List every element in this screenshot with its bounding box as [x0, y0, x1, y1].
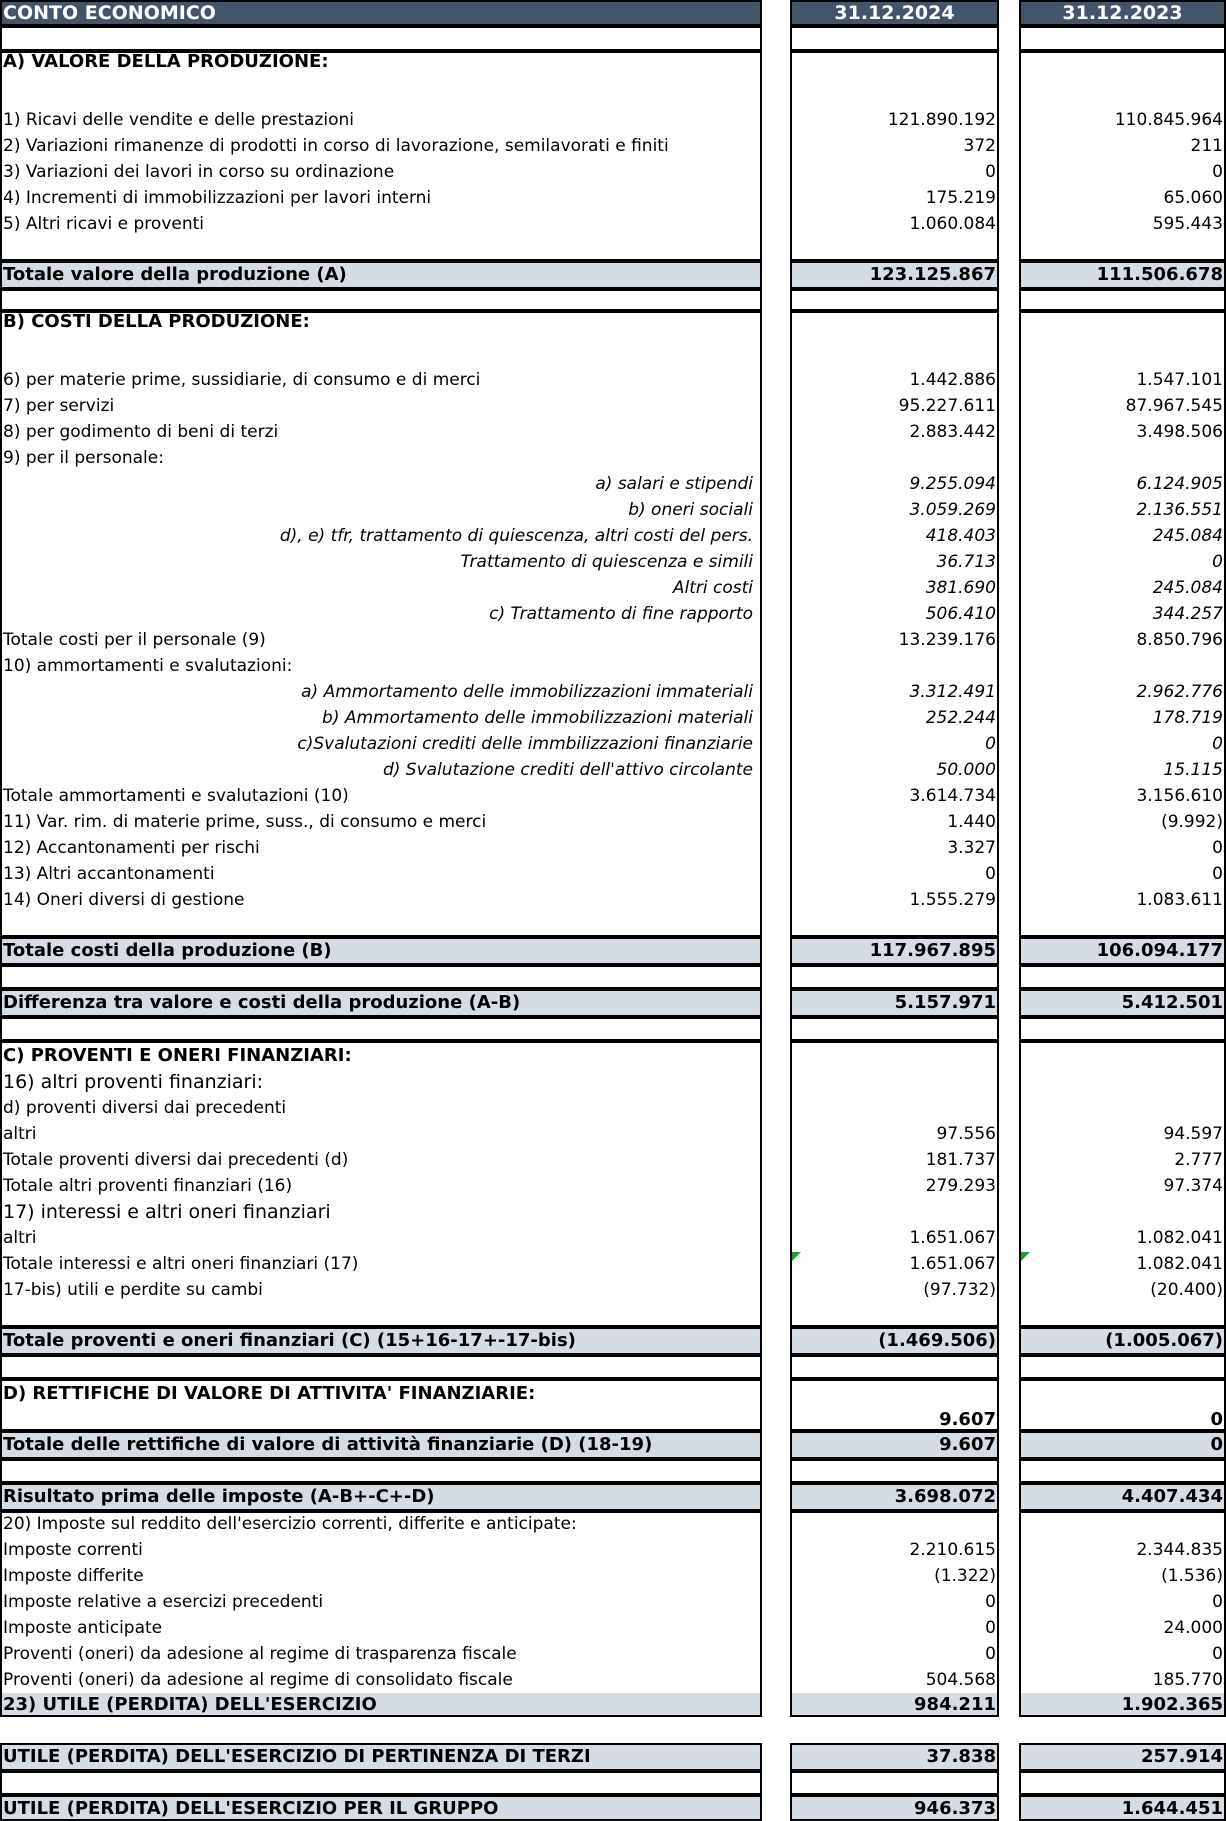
value-2024: 121.890.192	[887, 110, 996, 130]
row-divider	[1019, 1509, 1226, 1511]
cell-border	[790, 1355, 999, 1379]
value-2023: 0	[1212, 162, 1223, 182]
cell-border	[790, 1459, 999, 1483]
year-2024-column	[790, 0, 999, 1821]
cell-border	[1019, 1743, 1226, 1771]
row-label: 17-bis) utili e perdite su cambi	[3, 1280, 263, 1300]
value-2023: 24.000	[1163, 1618, 1223, 1638]
value-2023: 0	[1210, 1409, 1223, 1430]
value-2024: 50.000	[936, 760, 996, 780]
total-value-2024: 946.373	[790, 1797, 999, 1821]
row-label: Imposte relative a esercizi precedenti	[3, 1592, 324, 1612]
cell-border	[790, 937, 999, 965]
cell-border	[0, 1379, 762, 1431]
value-2024: 504.568	[925, 1670, 996, 1690]
cell-border	[790, 26, 999, 51]
cell-border	[1019, 1459, 1226, 1483]
value-2023: 1.082.041	[1136, 1228, 1223, 1248]
row-label: 14) Oneri diversi di gestione	[3, 890, 245, 910]
total-value-2023: (1.005.067)	[1019, 1329, 1226, 1353]
cell-border	[790, 1431, 999, 1459]
row-label: B) COSTI DELLA PRODUZIONE:	[3, 311, 310, 332]
value-2024: 0	[985, 864, 996, 884]
value-2023: 15.115	[1163, 760, 1223, 780]
value-2024: 0	[985, 1618, 996, 1638]
cell-border	[0, 1327, 762, 1355]
cell-border	[790, 1327, 999, 1355]
cell-border	[1019, 989, 1226, 1017]
cell-indicator-icon	[1021, 1252, 1030, 1261]
value-2023: 1.082.041	[1136, 1254, 1223, 1274]
value-2023: (20.400)	[1150, 1280, 1223, 1300]
cell-indicator-icon	[792, 1252, 801, 1261]
cell-border	[0, 989, 762, 1017]
row-label: 1) Ricavi delle vendite e delle prestazioni	[3, 110, 355, 130]
value-2024: 9.607	[939, 1409, 996, 1430]
cell-border	[1019, 1379, 1226, 1431]
value-2023: 0	[1212, 838, 1223, 858]
value-2023: 2.136.551	[1136, 500, 1223, 520]
value-2023: 344.257	[1152, 604, 1223, 624]
cell-border	[1019, 289, 1226, 311]
cell-border	[1019, 1327, 1226, 1355]
total-value-2023: 1.644.451	[1019, 1797, 1226, 1821]
value-2023: 97.374	[1163, 1176, 1223, 1196]
cell-border	[1019, 1355, 1226, 1379]
row-label: 7) per servizi	[3, 396, 115, 416]
row-label: Imposte correnti	[3, 1540, 143, 1560]
value-2023: 3.156.610	[1136, 786, 1223, 806]
row-label: 2) Variazioni rimanenze di prodotti in corso di lavorazione, semilavorati e finiti	[3, 136, 669, 156]
value-2023: 65.060	[1163, 188, 1223, 208]
row-label: 13) Altri accantonamenti	[3, 864, 215, 884]
value-2024: 3.059.269	[909, 500, 996, 520]
row-label: d), e) tfr, trattamento di quiescenza, altri costi del pers.	[279, 526, 753, 546]
year-header-2024: 31.12.2024	[790, 0, 999, 26]
value-2023: 595.443	[1152, 214, 1223, 234]
row-label: 17) interessi e altri oneri finanziari	[3, 1201, 331, 1223]
value-2024: 252.244	[925, 708, 996, 728]
row-label: 10) ammortamenti e svalutazioni:	[3, 656, 293, 676]
value-2023: 0	[1212, 734, 1223, 754]
value-2023: 94.597	[1163, 1124, 1223, 1144]
value-2024: 1.651.067	[909, 1254, 996, 1274]
row-label: C) PROVENTI E ONERI FINANZIARI:	[3, 1045, 352, 1066]
cell-border	[1019, 937, 1226, 965]
cell-border	[0, 51, 762, 261]
value-2023: 245.084	[1152, 578, 1223, 598]
row-label: 16) altri proventi finanziari:	[3, 1071, 264, 1093]
cell-border	[0, 1511, 762, 1717]
value-2024: 506.410	[925, 604, 996, 624]
year-header-2023: 31.12.2023	[1019, 0, 1226, 26]
total-value-2024: (1.469.506)	[790, 1329, 999, 1353]
cell-border	[1019, 1511, 1226, 1717]
value-2024: 279.293	[925, 1176, 996, 1196]
cell-border	[1019, 261, 1226, 289]
row-label: altri	[3, 1228, 37, 1248]
value-2024: 1.060.084	[909, 214, 996, 234]
value-2024: (97.732)	[923, 1280, 996, 1300]
total-row-label: Totale costi della produzione (B)	[0, 939, 762, 963]
total-value-2023: 257.914	[1019, 1745, 1226, 1769]
value-2023: 1.547.101	[1136, 370, 1223, 390]
row-label: d) Svalutazione crediti dell'attivo circolante	[382, 760, 753, 780]
value-2024: 3.614.734	[909, 786, 996, 806]
total-value-2023: 1.902.365	[1019, 1693, 1226, 1717]
total-value-2024: 3.698.072	[790, 1485, 999, 1509]
cell-border	[0, 937, 762, 965]
row-label: a) Ammortamento delle immobilizzazioni immateriali	[301, 682, 753, 702]
total-value-2023: 0	[1019, 1433, 1226, 1457]
cell-border	[790, 1795, 999, 1821]
cell-border	[1019, 1483, 1226, 1511]
row-label: Totale proventi diversi dai precedenti (d)	[3, 1150, 349, 1170]
total-value-2023: 111.506.678	[1019, 263, 1226, 287]
value-2023: 0	[1212, 1592, 1223, 1612]
cell-border	[790, 1379, 999, 1431]
value-2024: 95.227.611	[898, 396, 996, 416]
row-label: Totale ammortamenti e svalutazioni (10)	[3, 786, 349, 806]
value-2024: 418.403	[925, 526, 996, 546]
row-label: 12) Accantonamenti per rischi	[3, 838, 260, 858]
total-row-label: UTILE (PERDITA) DELL'ESERCIZIO PER IL GRUPPO	[0, 1797, 762, 1821]
value-2024: 1.651.067	[909, 1228, 996, 1248]
row-label: Totale altri proventi finanziari (16)	[3, 1176, 293, 1196]
value-2024: 97.556	[936, 1124, 996, 1144]
value-2024: 13.239.176	[898, 630, 996, 650]
value-2023: 185.770	[1152, 1670, 1223, 1690]
row-label: c)Svalutazioni crediti delle immbilizzazioni finanziarie	[297, 734, 753, 754]
cell-border	[790, 989, 999, 1017]
row-label: 8) per godimento di beni di terzi	[3, 422, 279, 442]
value-2023: 2.344.835	[1136, 1540, 1223, 1560]
cell-border	[0, 1483, 762, 1511]
value-2023: 0	[1212, 1644, 1223, 1664]
value-2024: 381.690	[925, 578, 996, 598]
value-2023: 1.083.611	[1136, 890, 1223, 910]
cell-border	[0, 1795, 762, 1821]
row-label: 20) Imposte sul reddito dell'esercizio correnti, differite e anticipate:	[3, 1514, 577, 1534]
cell-border	[0, 1017, 762, 1041]
value-2024: 2.883.442	[909, 422, 996, 442]
value-2024: (1.322)	[934, 1566, 996, 1586]
row-divider	[0, 1509, 762, 1511]
row-label: b) Ammortamento delle immobilizzazioni materiali	[322, 708, 753, 728]
cell-border	[790, 261, 999, 289]
row-label: 3) Variazioni dei lavori in corso su ordinazione	[3, 162, 395, 182]
value-2023: 178.719	[1152, 708, 1223, 728]
row-label: Totale costi per il personale (9)	[3, 630, 266, 650]
cell-border	[0, 1431, 762, 1459]
total-value-2024: 9.607	[790, 1433, 999, 1457]
row-label: Proventi (oneri) da adesione al regime di consolidato fiscale	[3, 1670, 513, 1690]
value-2023: 2.777	[1174, 1150, 1223, 1170]
total-row-label: Totale delle rettifiche di valore di attività finanziarie (D) (18-19)	[0, 1433, 762, 1457]
cell-border	[1019, 1017, 1226, 1041]
row-label: Imposte differite	[3, 1566, 144, 1586]
cell-border	[790, 289, 999, 311]
cell-border	[0, 1743, 762, 1771]
value-2024: 36.713	[936, 552, 996, 572]
cell-border	[0, 261, 762, 289]
row-label: Trattamento di quiescenza e simili	[460, 552, 753, 572]
cell-border	[790, 1041, 999, 1327]
value-2023: 8.850.796	[1136, 630, 1223, 650]
row-label: altri	[3, 1124, 37, 1144]
value-2024: 372	[963, 136, 996, 156]
cell-border	[790, 1511, 999, 1717]
cell-border	[0, 1459, 762, 1483]
cell-border	[790, 1743, 999, 1771]
total-row-label: Differenza tra valore e costi della produzione (A-B)	[0, 991, 762, 1015]
value-2023: 2.962.776	[1136, 682, 1223, 702]
row-label: Proventi (oneri) da adesione al regime di trasparenza fiscale	[3, 1644, 517, 1664]
cell-border	[790, 0, 999, 26]
total-value-2023: 5.412.501	[1019, 991, 1226, 1015]
total-row-label: Totale proventi e oneri finanziari (C) (15+16-17+-17-bis)	[0, 1329, 762, 1353]
row-label: D) RETTIFICHE DI VALORE DI ATTIVITA' FINANZIARIE:	[3, 1383, 536, 1404]
value-2024: 1.555.279	[909, 890, 996, 910]
cell-border	[0, 965, 762, 989]
cell-border	[1019, 1795, 1226, 1821]
total-value-2024: 123.125.867	[790, 263, 999, 287]
value-2023: 245.084	[1152, 526, 1223, 546]
value-2024: 0	[985, 1592, 996, 1612]
value-2023: 0	[1212, 552, 1223, 572]
cell-border	[1019, 51, 1226, 261]
sheet-title: CONTO ECONOMICO	[0, 0, 762, 26]
value-2024: 9.255.094	[909, 474, 996, 494]
cell-border	[0, 1771, 762, 1795]
total-row-label: Risultato prima delle imposte (A-B+-C+-D)	[0, 1485, 762, 1509]
value-2024: 1.440	[947, 812, 996, 832]
cell-border	[790, 51, 999, 261]
value-2023: 110.845.964	[1114, 110, 1223, 130]
row-label: 11) Var. rim. di materie prime, suss., di consumo e merci	[3, 812, 487, 832]
cell-border	[1019, 1041, 1226, 1327]
cell-border	[1019, 1431, 1226, 1459]
cell-border	[0, 0, 762, 26]
row-label: 6) per materie prime, sussidiarie, di consumo e di merci	[3, 370, 481, 390]
total-value-2024: 5.157.971	[790, 991, 999, 1015]
total-value-2024: 984.211	[790, 1693, 999, 1717]
row-divider	[790, 1509, 999, 1511]
cell-border	[790, 1017, 999, 1041]
value-2024: 175.219	[925, 188, 996, 208]
value-2024: 2.210.615	[909, 1540, 996, 1560]
value-2024: 3.327	[947, 838, 996, 858]
row-label: Altri costi	[672, 578, 753, 598]
value-2023: 6.124.905	[1136, 474, 1223, 494]
row-label: b) oneri sociali	[628, 500, 753, 520]
row-label: 5) Altri ricavi e proventi	[3, 214, 205, 234]
value-2023: (9.992)	[1161, 812, 1223, 832]
total-value-2023: 106.094.177	[1019, 939, 1226, 963]
total-row-label: UTILE (PERDITA) DELL'ESERCIZIO DI PERTINENZA DI TERZI	[0, 1745, 762, 1769]
value-2024: 3.312.491	[909, 682, 996, 702]
row-label: c) Trattamento di fine rapporto	[489, 604, 753, 624]
total-value-2024: 117.967.895	[790, 939, 999, 963]
value-2024: 181.737	[925, 1150, 996, 1170]
cell-border	[790, 965, 999, 989]
cell-border	[1019, 965, 1226, 989]
cell-border	[0, 26, 762, 51]
value-2023: 87.967.545	[1125, 396, 1223, 416]
row-label: 4) Incrementi di immobilizzazioni per lavori interni	[3, 188, 432, 208]
value-2024: 0	[985, 162, 996, 182]
cell-border	[790, 311, 999, 937]
row-label: Imposte anticipate	[3, 1618, 163, 1638]
cell-border	[1019, 311, 1226, 937]
value-2023: 3.498.506	[1136, 422, 1223, 442]
total-row-label: Totale valore della produzione (A)	[0, 263, 762, 287]
value-2023: (1.536)	[1161, 1566, 1223, 1586]
value-2023: 211	[1190, 136, 1223, 156]
row-label: a) salari e stipendi	[595, 474, 753, 494]
value-2023: 0	[1212, 864, 1223, 884]
row-label: A) VALORE DELLA PRODUZIONE:	[3, 51, 329, 72]
value-2024: 0	[985, 734, 996, 754]
cell-border	[0, 311, 762, 937]
cell-border	[0, 1355, 762, 1379]
cell-border	[790, 1771, 999, 1795]
row-label: 9) per il personale:	[3, 448, 164, 468]
cell-border	[1019, 26, 1226, 51]
total-value-2023: 4.407.434	[1019, 1485, 1226, 1509]
total-row-label: 23) UTILE (PERDITA) DELL'ESERCIZIO	[0, 1693, 762, 1717]
cell-border	[1019, 1771, 1226, 1795]
value-2024: 0	[985, 1644, 996, 1664]
row-label: d) proventi diversi dai precedenti	[3, 1098, 287, 1118]
value-2024: 1.442.886	[909, 370, 996, 390]
total-value-2024: 37.838	[790, 1745, 999, 1769]
year-2023-column	[1019, 0, 1226, 1821]
cell-border	[0, 289, 762, 311]
cell-border	[0, 1041, 762, 1327]
cell-border	[1019, 0, 1226, 26]
row-label: Totale interessi e altri oneri finanziari (17)	[3, 1254, 359, 1274]
cell-border	[790, 1483, 999, 1511]
